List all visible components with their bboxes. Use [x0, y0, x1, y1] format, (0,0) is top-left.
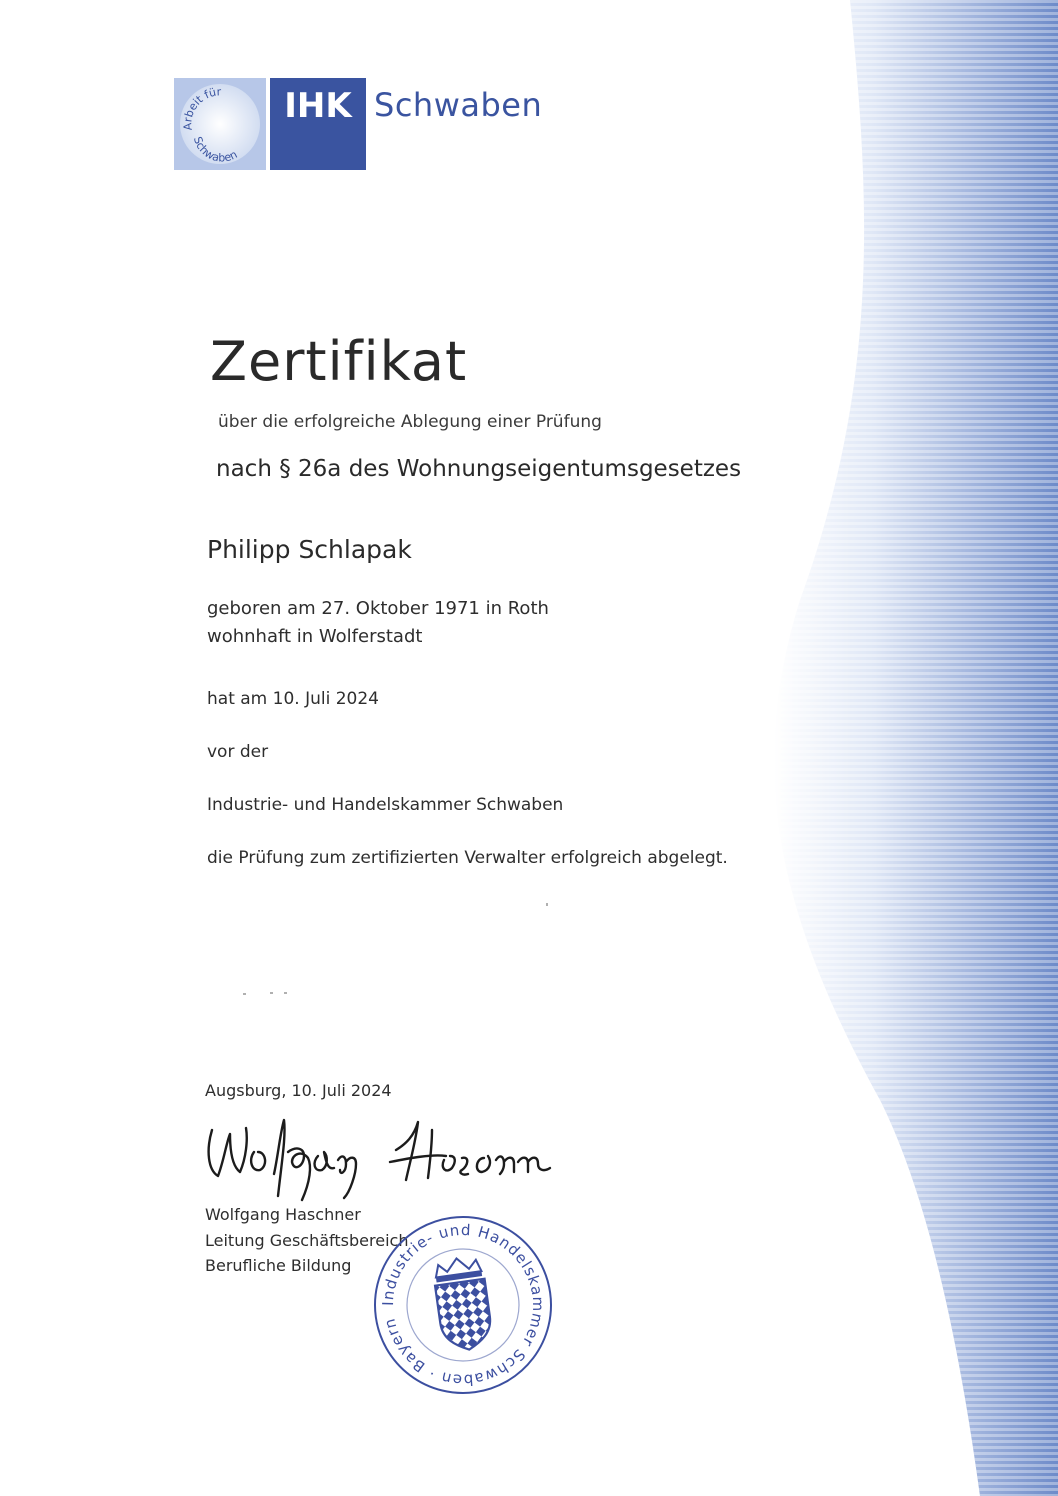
ihk-badge [270, 78, 366, 170]
exam-result: die Prüfung zum zertifizierten Verwalter erfolgreich abgelegt. [207, 848, 728, 868]
signatory-role-line2: Berufliche Bildung [205, 1256, 352, 1275]
law-reference: nach § 26a des Wohnungseigentumsgesetzes [216, 456, 742, 482]
scan-speck [546, 903, 548, 906]
certificate-subtitle: über die erfolgreiche Ablegung einer Prüfung [218, 412, 602, 432]
chamber-seal-stamp [368, 1210, 558, 1400]
svg-text:Arbeit für: Arbeit für [181, 85, 222, 131]
birth-info: geboren am 27. Oktober 1971 in Roth [207, 598, 549, 619]
holder-name: Philipp Schlapak [207, 535, 412, 564]
residence-info: wohnhaft in Wolferstadt [207, 626, 423, 647]
signatory-name: Wolfgang Haschner [205, 1205, 361, 1224]
exam-date: hat am 10. Juli 2024 [207, 689, 379, 709]
chamber-name: Industrie- und Handelskammer Schwaben [207, 795, 564, 815]
arbeit-fuer-schwaben-emblem [174, 78, 266, 170]
signatory-role-line1: Leitung Geschäftsbereich [205, 1231, 409, 1250]
ihk-badge-text: IHK [284, 86, 352, 126]
svg-text:Schwaben: Schwaben [190, 135, 240, 165]
before-text: vor der [207, 742, 269, 762]
seal-ring-text: Industrie- und Handelskammer Schwaben · Bayern [378, 1220, 548, 1390]
logo-schwaben-text: Schwaben [374, 86, 543, 124]
decorative-blue-band [760, 0, 1058, 1496]
scan-speck [284, 992, 287, 994]
scan-speck [270, 992, 273, 994]
handwritten-signature [200, 1100, 580, 1205]
ihk-schwaben-logo [174, 78, 574, 170]
place-and-date: Augsburg, 10. Juli 2024 [205, 1081, 392, 1100]
scan-speck [243, 993, 246, 995]
certificate-title: Zertifikat [210, 330, 468, 393]
